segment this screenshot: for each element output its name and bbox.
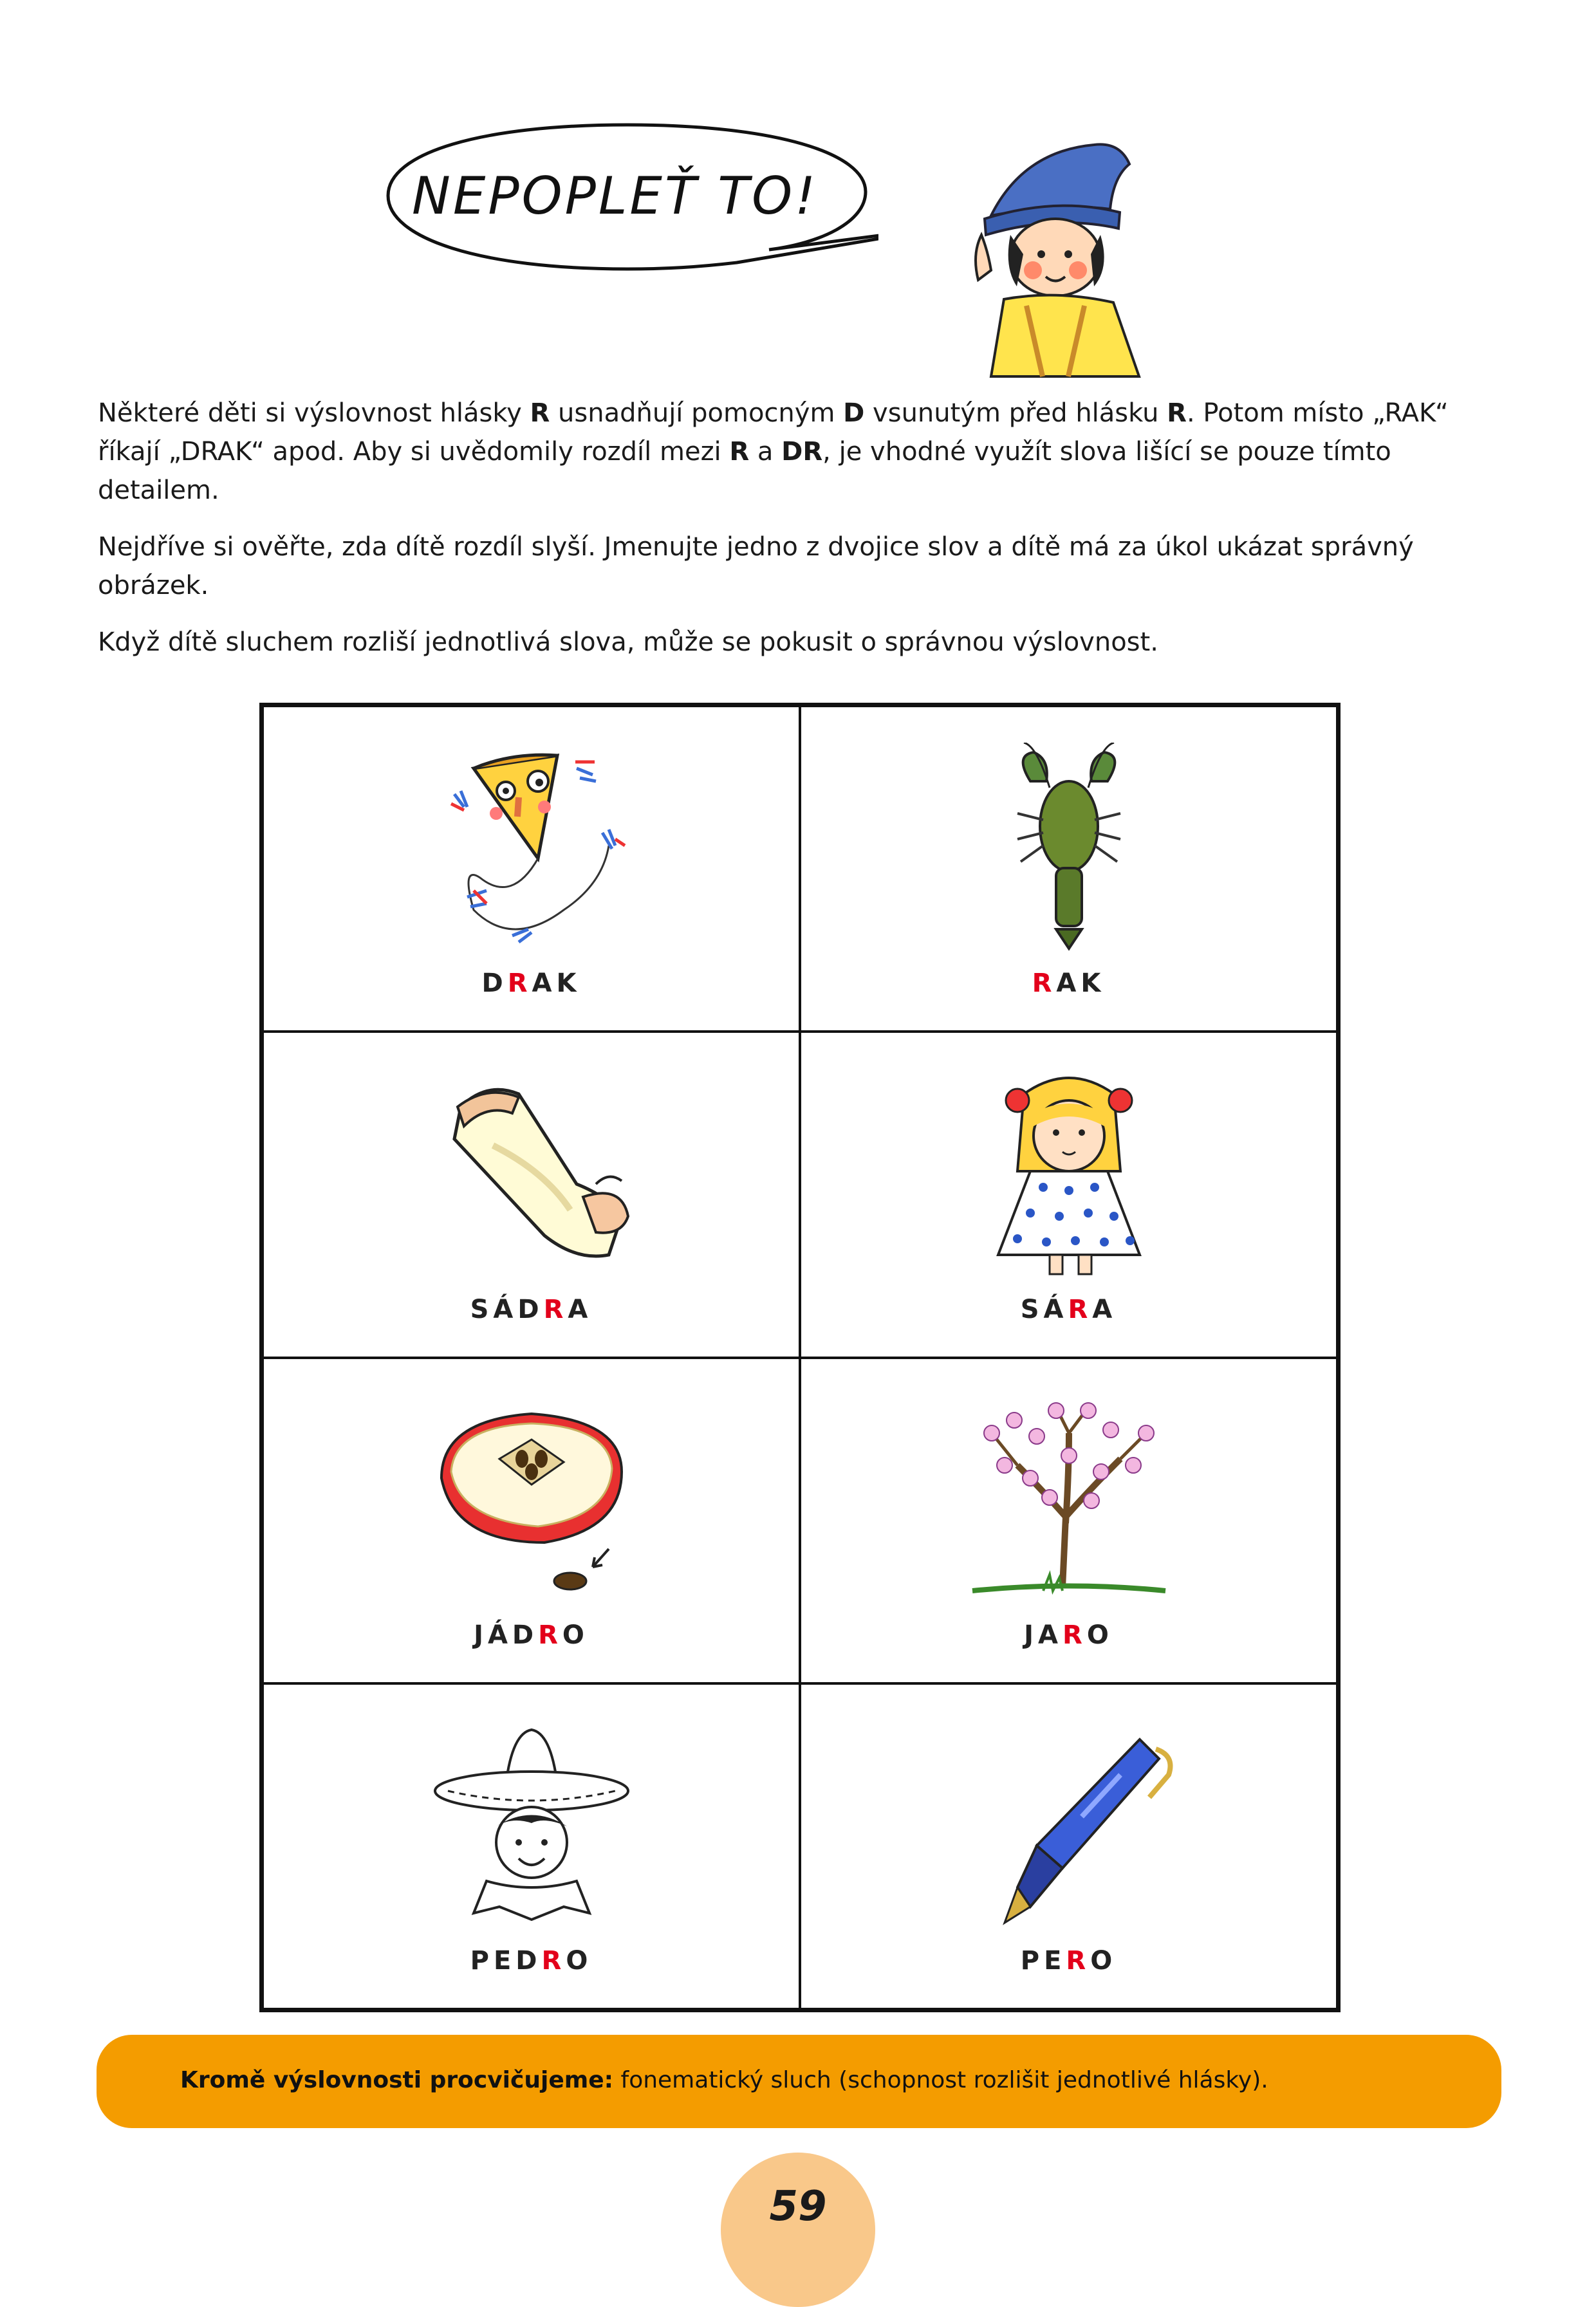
blossom-tree-icon bbox=[953, 1394, 1185, 1607]
gnome-mascot-icon bbox=[965, 138, 1146, 383]
card-sadra[interactable] bbox=[263, 1032, 800, 1357]
card-pedro[interactable] bbox=[263, 1683, 800, 2009]
sombrero-boy-icon bbox=[416, 1720, 647, 1932]
practice-note-bar bbox=[97, 2035, 1501, 2128]
kite-icon bbox=[416, 743, 647, 955]
page-number: 59 bbox=[769, 2183, 827, 2230]
word-pairs-grid bbox=[259, 703, 1341, 2012]
practice-note-text: Kromě výslovnosti procvičujeme: fonematický sluch (schopnost rozlišit jednotlivé hlásky). bbox=[180, 2067, 1268, 2093]
card-jaro[interactable] bbox=[800, 1358, 1337, 1683]
word-label: JARO bbox=[1024, 1620, 1113, 1650]
word-label: RAK bbox=[1032, 968, 1106, 999]
card-pero[interactable] bbox=[800, 1683, 1337, 2009]
apple-core-icon bbox=[416, 1394, 647, 1607]
card-sara[interactable] bbox=[800, 1032, 1337, 1357]
fountain-pen-icon bbox=[953, 1720, 1185, 1932]
word-label: JÁDRO bbox=[474, 1620, 589, 1650]
speech-bubble bbox=[376, 116, 878, 273]
intro-paragraph-2: Nejdříve si ověřte, zda dítě rozdíl slyší. Jmenujte jedno z dvojice slov a dítě má za úkol ukázat správný obrázek. bbox=[98, 532, 1414, 600]
word-label: DRAK bbox=[481, 968, 581, 999]
card-drak[interactable] bbox=[263, 706, 800, 1032]
bubble-text: NEPOPLEŤ TO! bbox=[412, 166, 819, 226]
word-label: PEDRO bbox=[470, 1946, 593, 1976]
intro-paragraph-1: Některé děti si výslovnost hlásky R usnadňují pomocným D vsunutým před hlásku R. Potom místo „RAK“ říkají „DRAK“ apod. Aby si uvědomily rozdíl mezi R a DR, je vhodné využít slova lišící se pouze tímto detailem. bbox=[98, 398, 1449, 505]
intro-paragraph-3: Když dítě sluchem rozliší jednotlivá slova, může se pokusit o správnou výslovnost. bbox=[98, 627, 1158, 657]
crayfish-icon bbox=[953, 743, 1185, 955]
card-rak[interactable] bbox=[800, 706, 1337, 1032]
word-label: PERO bbox=[1020, 1946, 1117, 1976]
word-label: SÁDRA bbox=[470, 1294, 593, 1324]
card-jadro[interactable] bbox=[263, 1358, 800, 1683]
girl-icon bbox=[953, 1068, 1185, 1281]
intro-text bbox=[98, 394, 1501, 680]
cast-leg-icon bbox=[416, 1068, 647, 1281]
word-label: SÁRA bbox=[1020, 1294, 1117, 1324]
